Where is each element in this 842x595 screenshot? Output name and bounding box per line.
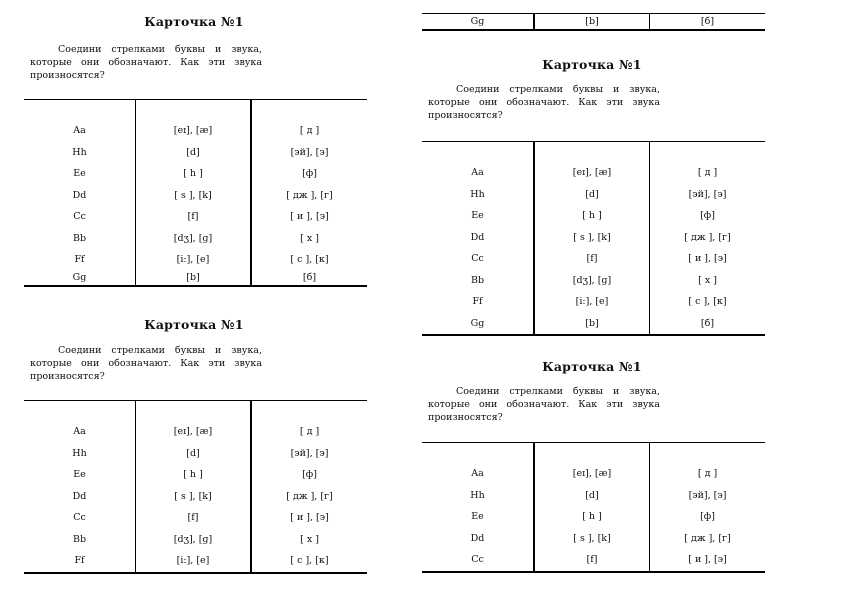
- table-row: Dd [ s ], [k] [ дж ], [г]: [24, 486, 367, 508]
- table-row: Ee [ h ] [ф]: [24, 163, 367, 185]
- card-title: Карточка №1: [144, 317, 244, 332]
- letters-table: [24, 99, 367, 287]
- table-row: Gg [b] [б]: [24, 271, 367, 286]
- task-text: Соедини стрелками буквы и звука, которые они обозначают. Как эти звука произносятся?: [428, 386, 660, 423]
- table-row: Hh [d] [эй], [э]: [24, 443, 367, 465]
- table-row: Hh [d] [эй], [э]: [24, 142, 367, 164]
- table-row: Dd [ s ], [k] [ дж ], [г]: [422, 227, 765, 249]
- letters-table: [422, 141, 765, 336]
- table-row: Aa [eɪ], [æ] [ д ]: [422, 162, 765, 184]
- table-row: Hh [d] [эй], [э]: [422, 485, 765, 507]
- card-bottom-left: [24, 303, 364, 573]
- table-row: Ee [ h ] [ф]: [24, 464, 367, 486]
- card-title: Карточка №1: [542, 57, 642, 72]
- table-row: Cc [f] [ и ], [э]: [24, 507, 367, 529]
- letters-table: [24, 400, 367, 574]
- table-row: Bb [dʒ], [ɡ] [ х ]: [422, 270, 765, 292]
- table-row: Dd [ s ], [k] [ дж ], [г]: [422, 528, 765, 550]
- card-top-left: [24, 0, 364, 292]
- table-row: Cc [f] [ и ], [э]: [24, 206, 367, 228]
- task-text: Соедини стрелками буквы и звука, которые они обозначают. Как эти звука произносятся?: [30, 44, 262, 81]
- card-middle-right: [422, 43, 762, 333]
- table-row: Ff [i:], [e] [ с ], [к]: [24, 249, 367, 271]
- table-row: Dd [ s ], [k] [ дж ], [г]: [24, 185, 367, 207]
- table-row: Gg [b] [б]: [422, 14, 765, 31]
- letters-table: [422, 442, 765, 573]
- table-row: Cc [f] [ и ], [э]: [422, 248, 765, 270]
- table-row: Bb [dʒ], [ɡ] [ х ]: [24, 529, 367, 551]
- table-row: Aa [eɪ], [æ] [ д ]: [422, 463, 765, 485]
- card-bottom-right: [422, 345, 762, 575]
- table-row: Ee [ h ] [ф]: [422, 506, 765, 528]
- table-row: Hh [d] [эй], [э]: [422, 184, 765, 206]
- card-title: Карточка №1: [144, 14, 244, 29]
- task-text: Соедини стрелками буквы и звука, которые они обозначают. Как эти звука произносятся?: [30, 345, 262, 382]
- table-row: Ff [i:], [e] [ с ], [к]: [422, 291, 765, 313]
- table-row: Cc [f] [ и ], [э]: [422, 549, 765, 572]
- table-row: Gg [b] [б]: [422, 313, 765, 336]
- continuation-table: [422, 13, 765, 31]
- card-title: Карточка №1: [542, 359, 642, 374]
- task-text: Соедини стрелками буквы и звука, которые они обозначают. Как эти звука произносятся?: [428, 84, 660, 121]
- table-row: Ff [i:], [e] [ с ], [к]: [24, 550, 367, 573]
- table-row: Ee [ h ] [ф]: [422, 205, 765, 227]
- table-row: Aa [eɪ], [æ] [ д ]: [24, 421, 367, 443]
- table-row: Bb [dʒ], [ɡ] [ х ]: [24, 228, 367, 250]
- table-row: Aa [eɪ], [æ] [ д ]: [24, 120, 367, 142]
